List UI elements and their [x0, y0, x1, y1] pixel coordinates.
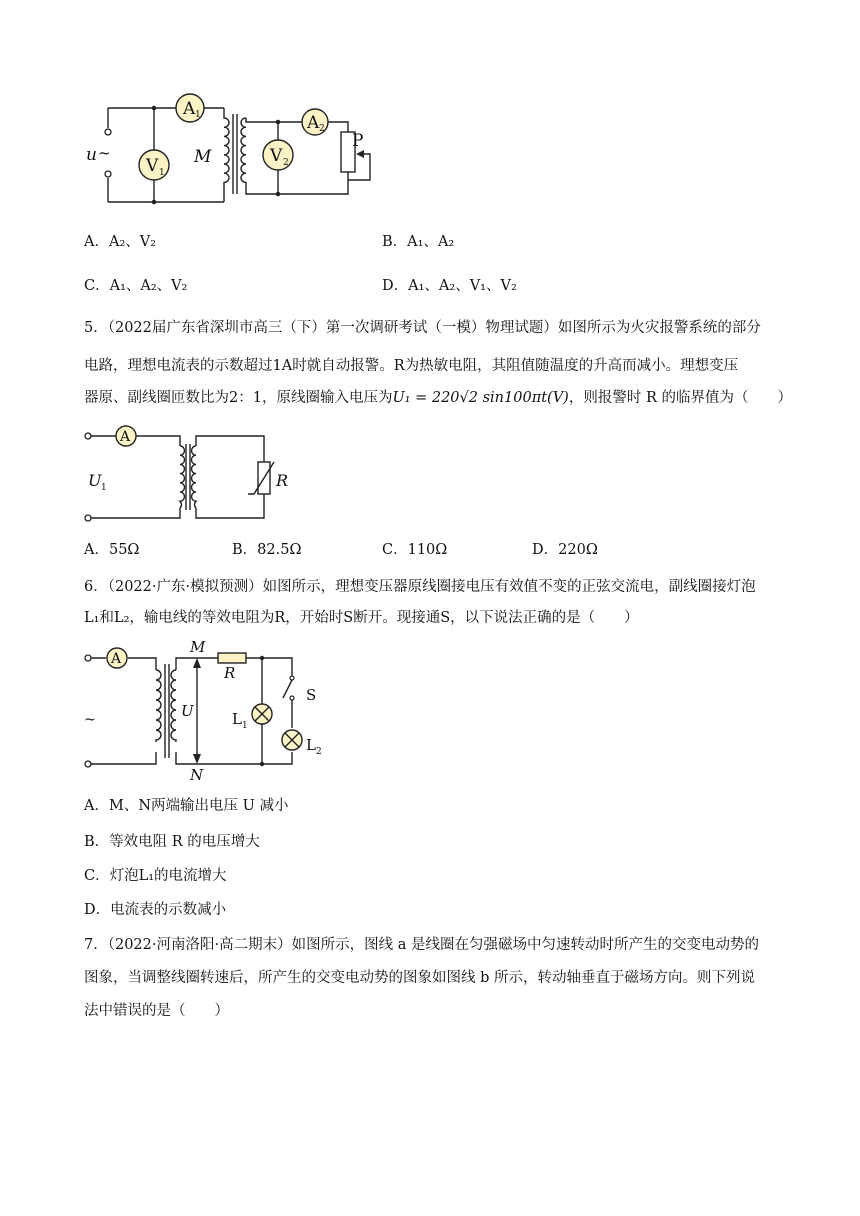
q5-stem-line-2: 电路，理想电流表的示数超过1A时就自动报警。R为热敏电阻，其阻值随温度的升高而减小。理想变压: [84, 358, 739, 374]
svg-text:1: 1: [195, 110, 201, 120]
switch-s-label: S: [306, 686, 317, 704]
svg-text:V: V: [146, 156, 159, 176]
ac-symbol: ~: [84, 712, 96, 728]
svg-text:2: 2: [316, 747, 322, 757]
q5-circuit-diagram: [80, 424, 289, 528]
voltmeter-v1: [139, 150, 169, 180]
q4-option-d[interactable]: D．A₁、A₂、V₁、V₂: [382, 278, 517, 294]
terminal-n-label: N: [190, 766, 204, 784]
transformer-m-label: M: [194, 147, 212, 167]
q7-stem-line-3: 法中错误的是（ ）: [84, 1003, 229, 1019]
q6-circuit-diagram: [80, 640, 340, 782]
terminal-m-label: M: [190, 638, 206, 656]
svg-text:V: V: [270, 146, 283, 166]
q5-formula: U₁ = 220√2 sin100πt(V): [392, 390, 569, 406]
svg-text:2: 2: [319, 124, 325, 134]
q6-stem-line-2: L₁和L₂，输电线的等效电阻为R，开始时S断开。现接通S，以下说法正确的是（ ）: [84, 610, 639, 626]
input-voltage-label: U: [88, 471, 102, 490]
svg-text:1: 1: [159, 168, 165, 178]
svg-text:1: 1: [101, 483, 107, 493]
q5-option-b[interactable]: B．82.5Ω: [232, 542, 302, 558]
svg-text:1: 1: [242, 721, 248, 731]
ammeter: [116, 426, 136, 446]
ac-symbol: ~: [98, 144, 111, 162]
q5-option-a[interactable]: A．55Ω: [84, 542, 140, 558]
svg-text:A: A: [120, 429, 131, 445]
voltage-u-label: U: [181, 702, 194, 720]
q5-option-c[interactable]: C．110Ω: [382, 542, 448, 558]
q4-option-b[interactable]: B．A₁、A₂: [382, 234, 455, 250]
q6-option-a[interactable]: A．M、N两端输出电压 U 减小: [84, 798, 289, 814]
q5-stem-line-1: 5．（2022届广东省深圳市高三（下）第一次调研考试（一模）物理试题）如图所示为火灾报警系统的部分: [84, 320, 761, 336]
lamp-l2: [282, 730, 302, 750]
q7-stem-line-2: 图象，当调整线圈转速后，所产生的交变电动势的图象如图线 b 所示，转动轴垂直于磁场方向。则下列说: [84, 970, 755, 986]
svg-text:2: 2: [283, 158, 289, 168]
q6-option-d[interactable]: D．电流表的示数减小: [84, 902, 227, 918]
svg-text:A: A: [111, 651, 122, 667]
q4-option-c[interactable]: C．A₁、A₂、V₂: [84, 278, 188, 294]
lamp-l1-label: L: [232, 710, 242, 728]
ammeter: [107, 648, 127, 668]
ammeter-a2: [302, 109, 328, 135]
q4-option-a[interactable]: A．A₂、V₂: [84, 234, 157, 250]
source-u-label: u: [86, 145, 97, 165]
slider-p-label: P: [352, 131, 364, 151]
q7-stem-line-1: 7．（2022·河南洛阳·高二期末）如图所示，图线 a 是线圈在匀强磁场中匀速转动时所产生的交变电动势的: [84, 937, 759, 953]
q6-option-c[interactable]: C．灯泡L₁的电流增大: [84, 868, 227, 884]
q6-option-b[interactable]: B．等效电阻 R 的电压增大: [84, 834, 260, 850]
svg-text:A: A: [183, 99, 196, 119]
resistor-r-label: R: [224, 664, 236, 682]
q6-stem-line-1: 6．（2022·广东·模拟预测）如图所示，理想变压器原线圈接电压有效值不变的正弦交流电，副线圈接灯泡: [84, 579, 756, 595]
svg-text:A: A: [307, 113, 320, 133]
thermistor-r-label: R: [276, 471, 289, 490]
q5-stem-line-3: 器原、副线圈匝数比为2：1，原线圈输入电压为U₁ = 220√2 sin100πt(V)，则报警时 R 的临界值为（ ）: [84, 390, 792, 406]
q5-option-d[interactable]: D．220Ω: [532, 542, 598, 558]
q4-circuit-diagram: [84, 92, 384, 204]
ammeter-a1: [176, 94, 204, 122]
lamp-l2-label: L: [306, 736, 316, 754]
voltmeter-v2: [263, 140, 293, 170]
lamp-l1: [252, 704, 272, 724]
